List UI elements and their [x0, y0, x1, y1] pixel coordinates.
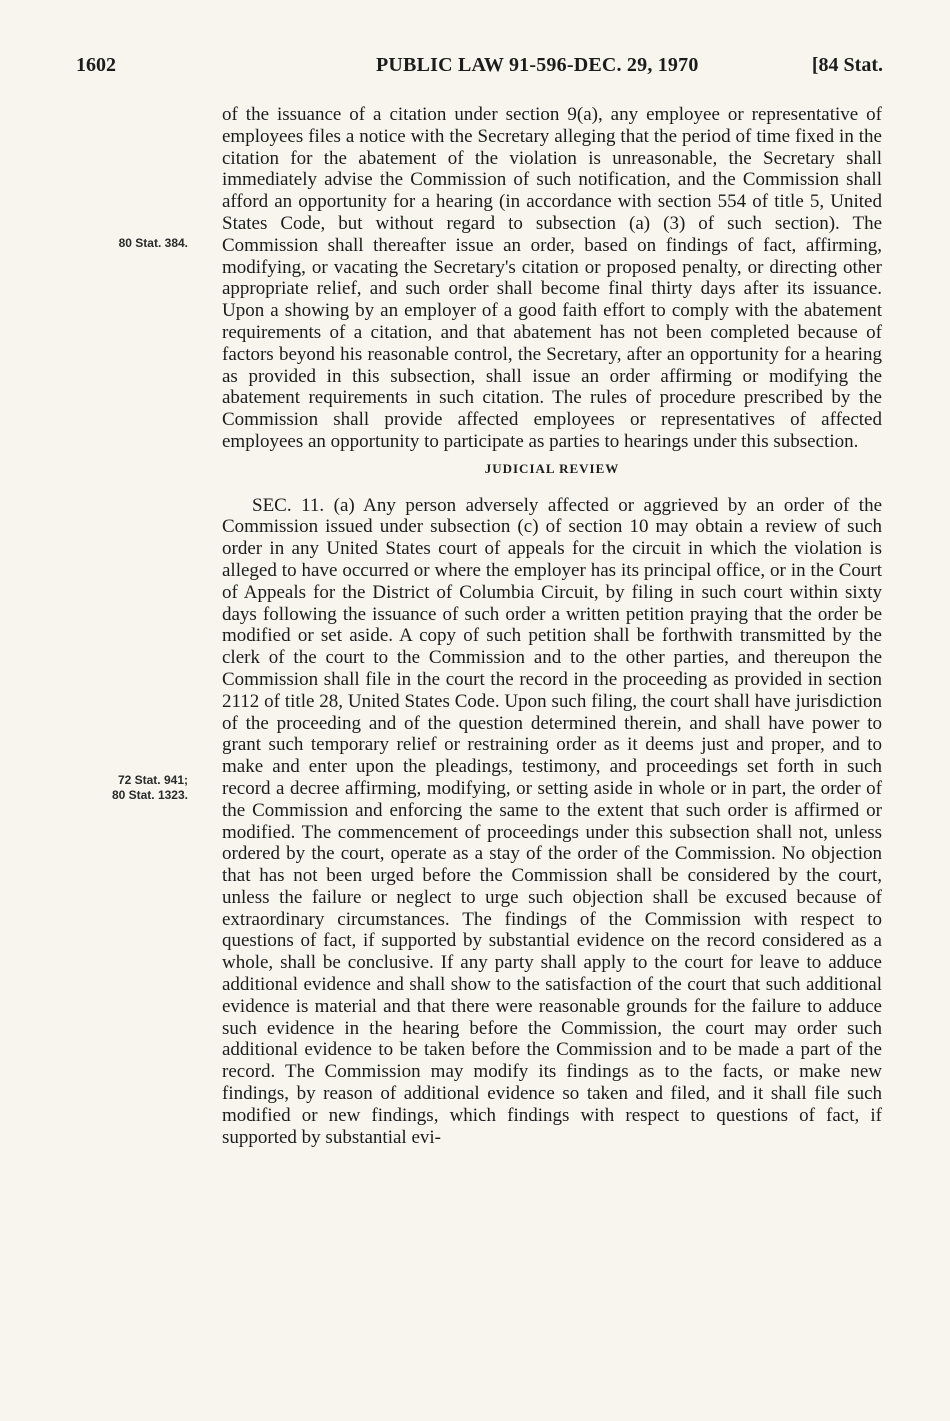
margin-note-72-stat-941 [60, 773, 188, 803]
margin-note-line-2: 80 Stat. 1323. [111, 788, 188, 802]
margin-note-80-stat-384: 80 Stat. 384. [118, 236, 188, 250]
margin-note-line-1: 72 Stat. 941; [117, 773, 188, 787]
paragraph-sec-11: SEC. 11. (a) Any person adversely affected or aggrieved by an order of the Commission issued under subsection (c) of section 10 may obtain a review of such order in any United States court of appeals for the circuit in which the violation is alleged to have occurred or where the employer has its principal office, or in the Court of Appeals for the District of Columbia Circuit, by filing in such court within sixty days following the issuance of such order a written petition praying that the order be modified or set aside. A copy of such petition shall be forthwith transmitted by the clerk of the court to the Commission and to the other parties, and thereupon the Commission shall file in the court the record in the proceeding as provided in section 2112 of title 28, United States Code. Upon such filing, the court shall have jurisdiction of the proceeding and of the question determined therein, and shall have power to grant such temporary relief or restraining order as it deems just and proper, and to make and enter upon the pleadings, testimony, and proceedings set forth in such record a decree affirming, modifying, or setting aside in whole or in part, the order of the Commission and enforcing the same to the extent that such order is affirmed or modified. The commencement of proceedings under this subsection shall not, unless ordered by the court, operate as a stay of the order of the Commission. No objection that has not been urged before the Commission shall be considered by the court, unless the failure or neglect to urge such objection shall be excused because of extraordinary circumstances. The findings of the Commission with respect to questions of fact, if supported by substantial evidence on the record considered as a whole, shall be conclusive. If any party shall apply to the court for leave to adduce additional evidence and shall show to the satisfaction of the court that such additional evidence is material and that there were reasonable grounds for the failure to adduce such evidence in the hearing before the Commission, the court may order such additional evidence to be taken before the Commission and to be made a part of the record. The Commission may modify its findings as to the facts, or make new findings, by reason of additional evidence so taken and filed, and it shall file such modified or new findings, which findings with respect to questions of fact, if supported by substantial evi- [222, 494, 882, 1148]
statute-reference: [84 Stat. [811, 54, 883, 76]
body-text [222, 104, 882, 1148]
running-head: PUBLIC LAW 91-596-DEC. 29, 1970 [376, 54, 699, 76]
page-header [76, 54, 883, 84]
paragraph-abatement: of the issuance of a citation under section 9(a), any employee or representative of employees files a notice with the Secretary alleging that the period of time fixed in the citation for the abatement of the violation is unreasonable, the Secretary shall immediately advise the Commission of such notification, and the Commission shall afford an opportunity for a hearing (in accordance with section 554 of title 5, United States Code, but without regard to subsection (a) (3) of such section). The Commission shall thereafter issue an order, based on findings of fact, affirming, modifying, or vacating the Secretary's citation or proposed penalty, or directing other appropriate relief, and such order shall become final thirty days after its issuance. Upon a showing by an employer of a good faith effort to comply with the abatement requirements of a citation, and that abatement has not been completed because of factors beyond his reasonable control, the Secretary, after an opportunity for a hearing as provided in this subsection, shall issue an order affirming or modifying the abatement requirements in such citation. The rules of procedure prescribed by the Commission shall provide affected employees or representatives of affected employees an opportunity to participate as parties to hearings under this subsection. [222, 104, 882, 452]
section-heading: JUDICIAL REVIEW [484, 460, 620, 476]
page-number: 1602 [76, 54, 116, 76]
